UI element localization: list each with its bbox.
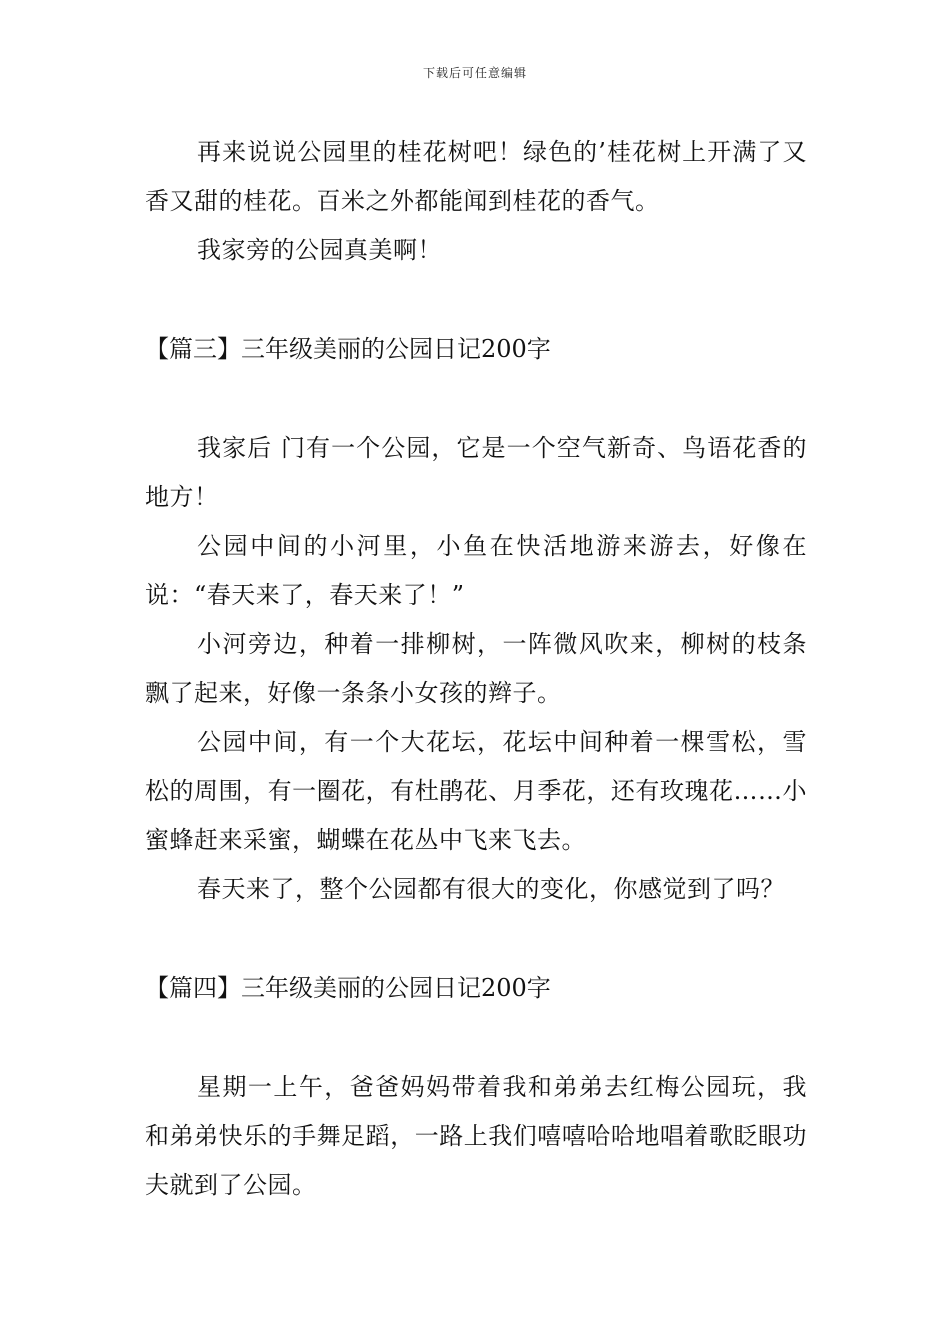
section-heading-3: 【篇三】三年级美丽的公园日记200字 bbox=[145, 335, 551, 363]
paragraph: 小河旁边，种着一排柳树，一阵微风吹来，柳树的枝条飘了起来，好像一条条小女孩的辫子。 bbox=[145, 630, 807, 707]
spacer bbox=[145, 914, 807, 964]
paragraph: 我家后 门有一个公园，它是一个空气新奇、鸟语花香的地方！ bbox=[145, 434, 807, 511]
page-header-note: 下载后可任意编辑 bbox=[422, 66, 527, 80]
paragraph: 再来说说公园里的桂花树吧！绿色的’桂花树上开满了又香又甜的桂花。百米之外都能闻到桂花的香气。 bbox=[145, 138, 807, 215]
paragraph: 公园中间的小河里，小鱼在快活地游来游去，好像在说：“春天来了，春天来了！” bbox=[145, 532, 807, 609]
paragraph: 我家旁的公园真美啊！ bbox=[197, 236, 442, 264]
paragraph: 星期一上午，爸爸妈妈带着我和弟弟去红梅公园玩，我和弟弟快乐的手舞足蹈，一路上我们嘻嘻哈哈地唱着歌眨眼功夫就到了公园。 bbox=[145, 1073, 807, 1199]
spacer bbox=[145, 1013, 807, 1063]
spacer bbox=[145, 275, 807, 325]
section-heading-4: 【篇四】三年级美丽的公园日记200字 bbox=[145, 974, 551, 1002]
document-body bbox=[145, 128, 807, 1210]
paragraph: 公园中间，有一个大花坛，花坛中间种着一棵雪松，雪松的周围，有一圈花，有杜鹃花、月季花，还有玫瑰花……小蜜蜂赶来采蜜，蝴蝶在花丛中飞来飞去。 bbox=[145, 728, 807, 854]
spacer bbox=[145, 374, 807, 424]
paragraph: 春天来了，整个公园都有很大的变化，你感觉到了吗？ bbox=[197, 875, 785, 903]
